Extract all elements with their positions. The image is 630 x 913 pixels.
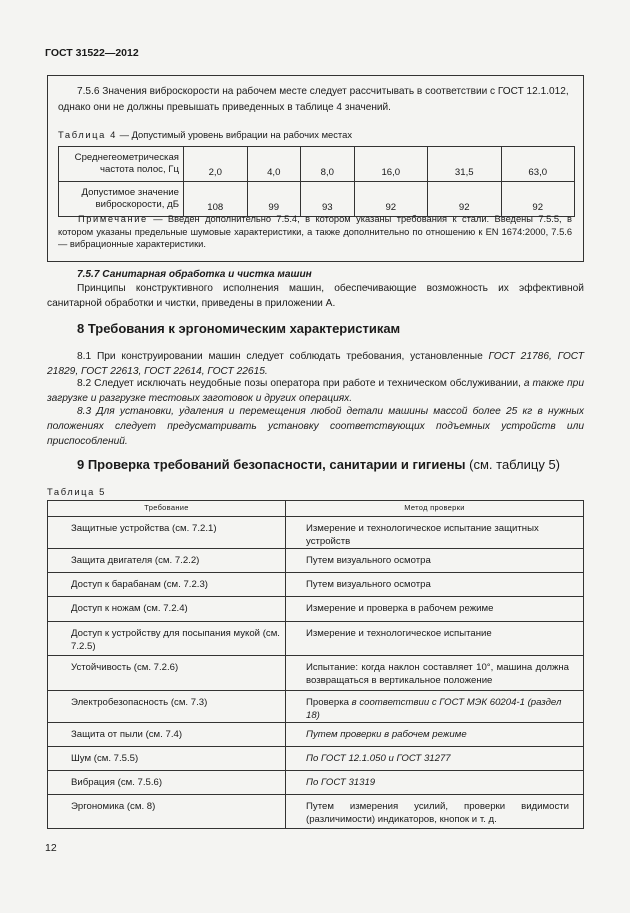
table5-method: По ГОСТ 31319	[286, 771, 584, 795]
table4-cell: 4,0	[247, 147, 301, 182]
table4-caption-label: Таблица 4	[58, 129, 117, 140]
paragraph-8-2	[47, 376, 584, 406]
table4-cell: 99	[247, 182, 301, 217]
table-row	[48, 747, 584, 771]
table5-req: Устойчивость (см. 7.2.6)	[48, 656, 286, 691]
table5-method: Измерение и проверка в рабочем режиме	[286, 597, 584, 622]
table5-method-italic: в соответствии с ГОСТ МЭК 60204-1 (раздел 18)	[306, 697, 562, 721]
document-header: ГОСТ 31522—2012	[45, 47, 139, 59]
table5-header-row	[48, 501, 584, 517]
table4-row-velocity	[59, 182, 575, 217]
table5-caption: Таблица 5	[47, 486, 106, 497]
table5-header-method: Метод проверки	[286, 501, 584, 517]
table5-req: Электробезопасность (см. 7.3)	[48, 691, 286, 723]
table5-method: По ГОСТ 12.1.050 и ГОСТ 31277	[286, 747, 584, 771]
section-8-title: 8 Требования к эргономическим характеристикам	[77, 321, 401, 336]
note-label: Примечание	[78, 214, 148, 224]
table5-method: Путем визуального осмотра	[286, 549, 584, 573]
table-row	[48, 597, 584, 622]
paragraph-7-5-6-line2: однако они не должны превышать приведенных в таблице 4 значений.	[58, 102, 391, 113]
table5-method	[286, 691, 584, 723]
table5-req: Шум (см. 7.5.5)	[48, 747, 286, 771]
table4-caption	[58, 127, 352, 142]
table5-method-text: Проверка	[306, 697, 352, 708]
p81-refs: ГОСТ 21786, ГОСТ 21829, ГОСТ 22613, ГОСТ 22614, ГОСТ 22615.	[47, 351, 584, 377]
table5-method: Путем проверки в рабочем режиме	[286, 723, 584, 747]
note-text: — Введен дополнительно 7.5.4, в котором указаны требования к стали. Введены 7.5.5, в котором указаны предельные шумовые характеристики, а также дополнительно по отношению к EN 1674:2000, 7.5.6 — вибрационные характеристики.	[58, 214, 572, 249]
table-row	[48, 549, 584, 573]
section-9-title	[77, 457, 560, 472]
section-7-5-7-text: Принципы конструктивного исполнения машин, обеспечивающие возможность их эффективной санитарной обработки и чистки, приведены в приложении А.	[47, 283, 584, 309]
table4-row2-label-line1: Допустимое значение	[81, 186, 179, 198]
table5-req: Эргономика (см. 8)	[48, 795, 286, 829]
table-row	[48, 656, 584, 691]
table5-req: Вибрация (см. 7.5.6)	[48, 771, 286, 795]
table4-cell: 2,0	[184, 147, 248, 182]
table4-row1-label	[59, 147, 184, 182]
paragraph-7-5-6-line1: 7.5.6 Значения виброскорости на рабочем месте следует рассчитывать в соответствии с ГОСТ 12.1.012,	[77, 86, 569, 97]
table4-cell: 16,0	[354, 147, 427, 182]
table5-method: Испытание: когда наклон составляет 10°, машина должна возвращаться в вертикальное положение	[286, 656, 584, 691]
table4-cell: 92	[354, 182, 427, 217]
section-9-title-text: 9 Проверка требований безопасности, санитарии и гигиены	[77, 457, 466, 472]
table4-caption-text: — Допустимый уровень вибрации на рабочих местах	[116, 129, 353, 140]
table4-cell: 8,0	[301, 147, 355, 182]
table-row	[48, 517, 584, 549]
table4-row2-label-line2: виброскорости, дБ	[95, 199, 179, 210]
p82-italic: а также при загрузке и разгрузке тестовых заготовок и других операциях.	[47, 378, 584, 404]
table-row	[48, 771, 584, 795]
table4-row1-label-line2: частота полос, Гц	[99, 164, 179, 175]
table4-cell: 108	[184, 182, 248, 217]
table5-req: Доступ к ножам (см. 7.2.4)	[48, 597, 286, 622]
table5-method: Путем измерения усилий, проверки видимости (различимости) индикаторов, кнопок и т. д.	[286, 795, 584, 829]
p81-text: 8.1 При конструировании машин следует соблюдать требования, установленные	[77, 351, 489, 362]
table-row	[48, 573, 584, 597]
section-7-5-7-title: 7.5.7 Санитарная обработка и чистка машин	[77, 269, 312, 280]
table5-req: Доступ к устройству для посыпания мукой (см. 7.2.5)	[48, 622, 286, 656]
table4	[58, 146, 575, 217]
table5-req: Защитные устройства (см. 7.2.1)	[48, 517, 286, 549]
table4-cell: 31,5	[428, 147, 501, 182]
table4-cell: 93	[301, 182, 355, 217]
table5	[47, 500, 584, 829]
table4-row2-label	[59, 182, 184, 217]
table4-row1-label-line1: Среднегеометрическая	[74, 151, 179, 163]
table4-row-frequency	[59, 147, 575, 182]
page-number: 12	[45, 842, 57, 854]
table4-note	[58, 213, 572, 251]
p82-text: 8.2 Следует исключать неудобные позы оператора при работе и техническом обслуживании,	[77, 378, 524, 389]
table5-req: Доступ к барабанам (см. 7.2.3)	[48, 573, 286, 597]
table-row	[48, 622, 584, 656]
table4-cell: 92	[501, 182, 575, 217]
paragraph-8-1	[47, 349, 584, 379]
section-9-title-suffix: (см. таблицу 5)	[465, 457, 560, 472]
table-row	[48, 691, 584, 723]
table5-header-requirement: Требование	[48, 501, 286, 517]
table-row	[48, 723, 584, 747]
table4-cell: 92	[428, 182, 501, 217]
table4-cell: 63,0	[501, 147, 575, 182]
table5-method: Измерение и технологическое испытание	[286, 622, 584, 656]
table-row	[48, 795, 584, 829]
table5-method: Измерение и технологическое испытание защитных устройств	[286, 517, 584, 549]
table5-req: Защита двигателя (см. 7.2.2)	[48, 549, 286, 573]
table5-method: Путем визуального осмотра	[286, 573, 584, 597]
paragraph-8-3: 8.3 Для установки, удаления и перемещения любой детали машины массой более 25 кг в нужных положениях следует предусматривать установку соответствующих подъемных устройств или приспособлений.	[47, 406, 584, 447]
table5-req: Защита от пыли (см. 7.4)	[48, 723, 286, 747]
